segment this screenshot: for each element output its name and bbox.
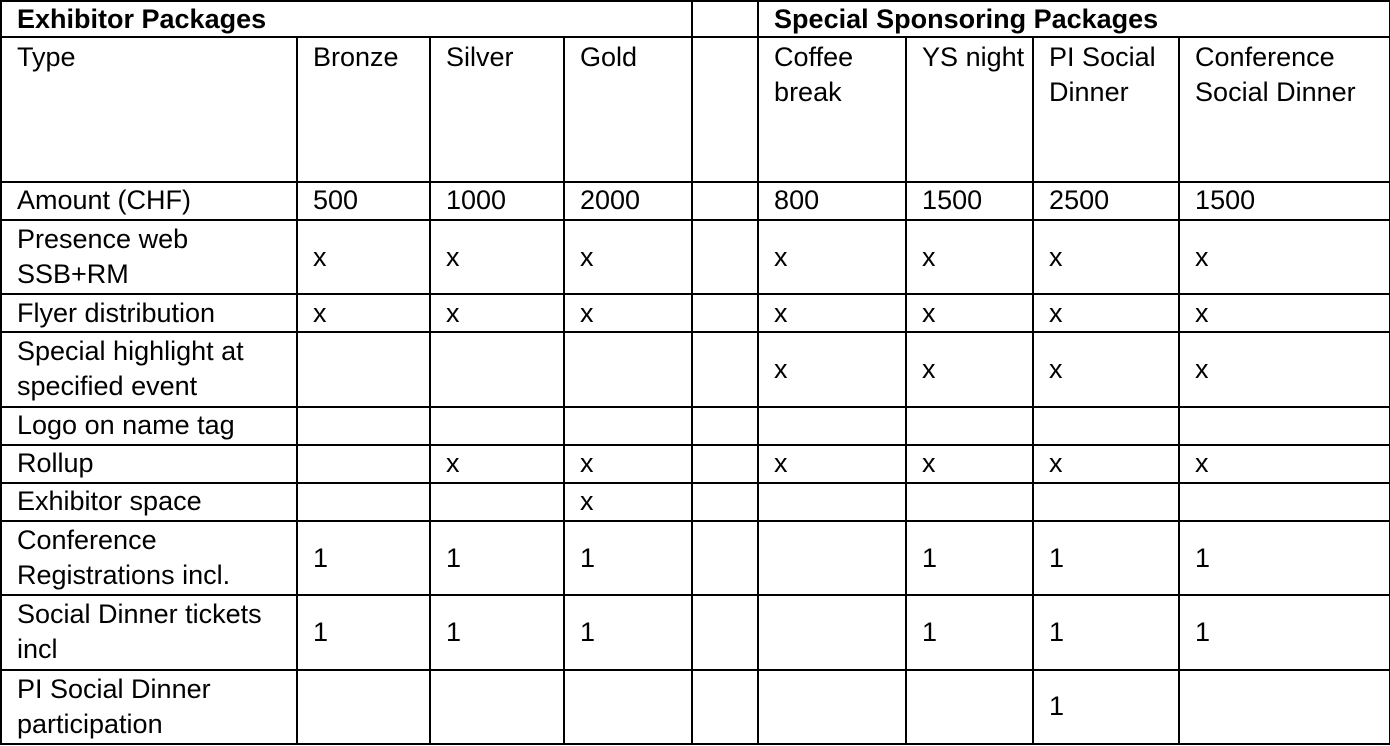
row-label: Exhibitor space [1, 483, 297, 521]
row-label: Amount (CHF) [1, 182, 297, 220]
cell-coffee: x [758, 294, 906, 332]
cell-gold: 1 [564, 595, 692, 669]
cell-conf: x [1179, 445, 1390, 483]
cell-ys: 1 [906, 595, 1033, 669]
gap-cell [692, 332, 758, 406]
row-label: Logo on name tag [1, 407, 297, 445]
cell-bronze [297, 445, 430, 483]
table-row [1, 294, 1390, 332]
table-row [1, 220, 1390, 294]
cell-conf: x [1179, 220, 1390, 294]
type-row [1, 37, 1390, 182]
cell-conf: 1500 [1179, 182, 1390, 220]
exhibitor-packages-header: Exhibitor Packages [1, 1, 692, 37]
cell-conf: 1 [1179, 521, 1390, 595]
table-row [1, 407, 1390, 445]
cell-pi: 1 [1033, 670, 1179, 744]
row-label: Social Dinner tickets incl [1, 595, 297, 669]
cell-pi: x [1033, 445, 1179, 483]
gap-cell [692, 670, 758, 744]
conference-social-dinner-header: Conference Social Dinner [1179, 37, 1390, 182]
table-row [1, 521, 1390, 595]
cell-gold: 1 [564, 521, 692, 595]
gap-cell [692, 595, 758, 669]
table-row [1, 595, 1390, 669]
gap-cell [692, 483, 758, 521]
table-row [1, 182, 1390, 220]
cell-bronze: 500 [297, 182, 430, 220]
cell-pi: x [1033, 294, 1179, 332]
table-row [1, 332, 1390, 406]
cell-pi: 1 [1033, 521, 1179, 595]
cell-pi: 1 [1033, 595, 1179, 669]
cell-bronze: x [297, 294, 430, 332]
special-sponsoring-packages-header: Special Sponsoring Packages [758, 1, 1390, 37]
cell-silver: 1 [430, 595, 564, 669]
row-label: Presence web SSB+RM [1, 220, 297, 294]
gold-header: Gold [564, 37, 692, 182]
cell-conf [1179, 483, 1390, 521]
cell-bronze [297, 407, 430, 445]
cell-gold [564, 670, 692, 744]
cell-gold: x [564, 483, 692, 521]
cell-silver: x [430, 220, 564, 294]
cell-coffee: x [758, 220, 906, 294]
silver-header: Silver [430, 37, 564, 182]
cell-ys: 1 [906, 521, 1033, 595]
cell-coffee: x [758, 445, 906, 483]
section-header-row [1, 1, 1390, 37]
cell-conf: x [1179, 294, 1390, 332]
cell-bronze [297, 483, 430, 521]
cell-gold: x [564, 445, 692, 483]
cell-pi [1033, 483, 1179, 521]
cell-coffee [758, 670, 906, 744]
row-label: Conference Registrations incl. [1, 521, 297, 595]
cell-silver: x [430, 445, 564, 483]
cell-coffee [758, 407, 906, 445]
table-row [1, 670, 1390, 744]
cell-conf [1179, 407, 1390, 445]
cell-ys: x [906, 220, 1033, 294]
cell-ys: 1500 [906, 182, 1033, 220]
cell-gold: x [564, 294, 692, 332]
cell-conf: 1 [1179, 595, 1390, 669]
gap-cell [692, 445, 758, 483]
cell-coffee [758, 595, 906, 669]
table-row [1, 445, 1390, 483]
cell-silver: x [430, 294, 564, 332]
cell-coffee: x [758, 332, 906, 406]
bronze-header: Bronze [297, 37, 430, 182]
row-label: PI Social Dinner participation [1, 670, 297, 744]
cell-conf [1179, 670, 1390, 744]
gap-cell [692, 1, 758, 37]
cell-bronze: 1 [297, 595, 430, 669]
row-label: Rollup [1, 445, 297, 483]
gap-cell [692, 407, 758, 445]
table-row [1, 483, 1390, 521]
pi-social-dinner-header: PI Social Dinner [1033, 37, 1179, 182]
type-header: Type [1, 37, 297, 182]
cell-ys [906, 670, 1033, 744]
cell-pi [1033, 407, 1179, 445]
cell-gold: 2000 [564, 182, 692, 220]
cell-silver: 1 [430, 521, 564, 595]
cell-bronze: 1 [297, 521, 430, 595]
cell-pi: x [1033, 220, 1179, 294]
cell-silver [430, 407, 564, 445]
cell-ys: x [906, 445, 1033, 483]
cell-pi: 2500 [1033, 182, 1179, 220]
gap-cell [692, 294, 758, 332]
row-label: Flyer distribution [1, 294, 297, 332]
cell-coffee: 800 [758, 182, 906, 220]
cell-silver: 1000 [430, 182, 564, 220]
gap-cell [692, 182, 758, 220]
coffee-break-header: Coffee break [758, 37, 906, 182]
cell-gold: x [564, 220, 692, 294]
ys-night-header: YS night [906, 37, 1033, 182]
row-label: Special highlight at specified event [1, 332, 297, 406]
gap-cell [692, 521, 758, 595]
cell-coffee [758, 483, 906, 521]
cell-gold [564, 332, 692, 406]
cell-pi: x [1033, 332, 1179, 406]
gap-cell [692, 37, 758, 182]
cell-bronze: x [297, 220, 430, 294]
cell-gold [564, 407, 692, 445]
cell-coffee [758, 521, 906, 595]
cell-ys: x [906, 332, 1033, 406]
cell-bronze [297, 332, 430, 406]
cell-ys [906, 407, 1033, 445]
cell-conf: x [1179, 332, 1390, 406]
cell-ys: x [906, 294, 1033, 332]
cell-silver [430, 332, 564, 406]
cell-bronze [297, 670, 430, 744]
cell-ys [906, 483, 1033, 521]
cell-silver [430, 483, 564, 521]
gap-cell [692, 220, 758, 294]
cell-silver [430, 670, 564, 744]
